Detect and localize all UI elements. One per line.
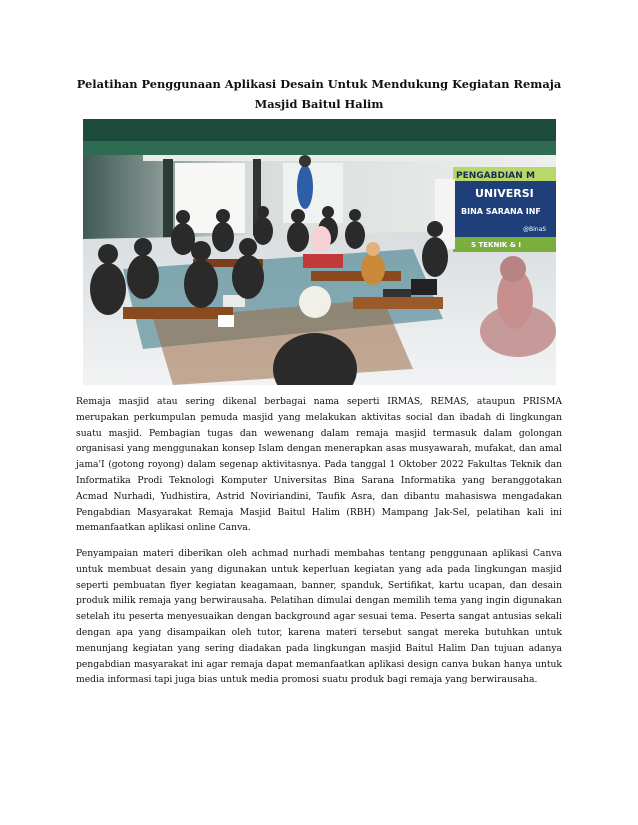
paragraph-2: Penyampaian materi diberikan oleh achmad nurhadi membahas tentang penggunaan aplikasi Canva untuk membuat desain yang digunakan untuk keperluan kegiatan yang ada pada lingkungan masjid seperti pembuatan flyer kegiatan keagamaan, banner, spanduk, Sertifikat, kartu ucapan, dan desain produk milik remaja yang berwirausaha. Pelatihan dimulai dengan memilih tema yang ingin digunakan setelah itu peserta menyesuaikan dengan background agar sesuai tema. Peserta sangat antusias sekali dengan apa yang disampaikan oleh tutor, karena materi tersebut sangat mereka butuhkan untuk menunjang kegiatan yang sering diadakan pada lingkungan masjid Baitul Halim Dan tujuan adanya pengabdian masyarakat ini agar remaja dapat memanfaatkan aplikasi design canva bukan hanya untuk media informasi tapi juga bias untuk media promosi suatu produk bagi remaja yang berwirausaha. xyxy=(76,548,562,686)
banner-line-5: @BinaS xyxy=(523,226,547,233)
banner-line-4: S TEKNIK & I xyxy=(471,241,521,249)
document-title: Pelatihan Penggunaan Aplikasi Desain Untuk Mendukung Kegiatan Remaja Masjid Baitul Halim xyxy=(76,77,562,111)
event-banner xyxy=(453,167,556,252)
training-photo-illustration xyxy=(83,119,556,385)
kopiah-head xyxy=(299,286,331,318)
banner-line-3: BINA SARANA INF xyxy=(461,207,541,216)
banner-line-2: UNIVERSI xyxy=(475,187,534,200)
paragraph-1: Remaja masjid atau sering dikenal berbagai nama seperti IRMAS, REMAS, ataupun PRISMA merupakan perkumpulan pemuda masjid yang melakukan aktivitas social dan ibadah di lingkungan suatu masjid. Pembagian tugas dan wewenang dalam remaja masjid termasuk dalam golongan organisasi yang menggunakan konsep Islam dengan menerapkan asas musyawarah, mufakat, dan amal jama'I (gotong royong) dalam segenap aktivitasnya. Pada tanggal 1 Oktober 2022 Fakultas Teknik dan Informatika Prodi Teknologi Komputer Universitas Bina Sarana Informatika yang beranggotakan Acmad Nurhadi, Yudhistira, Astrid Noviriandini, Taufik Asra, dan dibantu mahasiswa mengadakan Pengabdian Masyarakat Remaja Masjid Baitul Halim (RBH) Mampang Jak-Sel, pelatihan kali ini memanfaatkan aplikasi online Canva. xyxy=(76,396,562,534)
banner-line-1: PENGABDIAN M xyxy=(456,171,535,181)
training-photo xyxy=(83,119,556,385)
